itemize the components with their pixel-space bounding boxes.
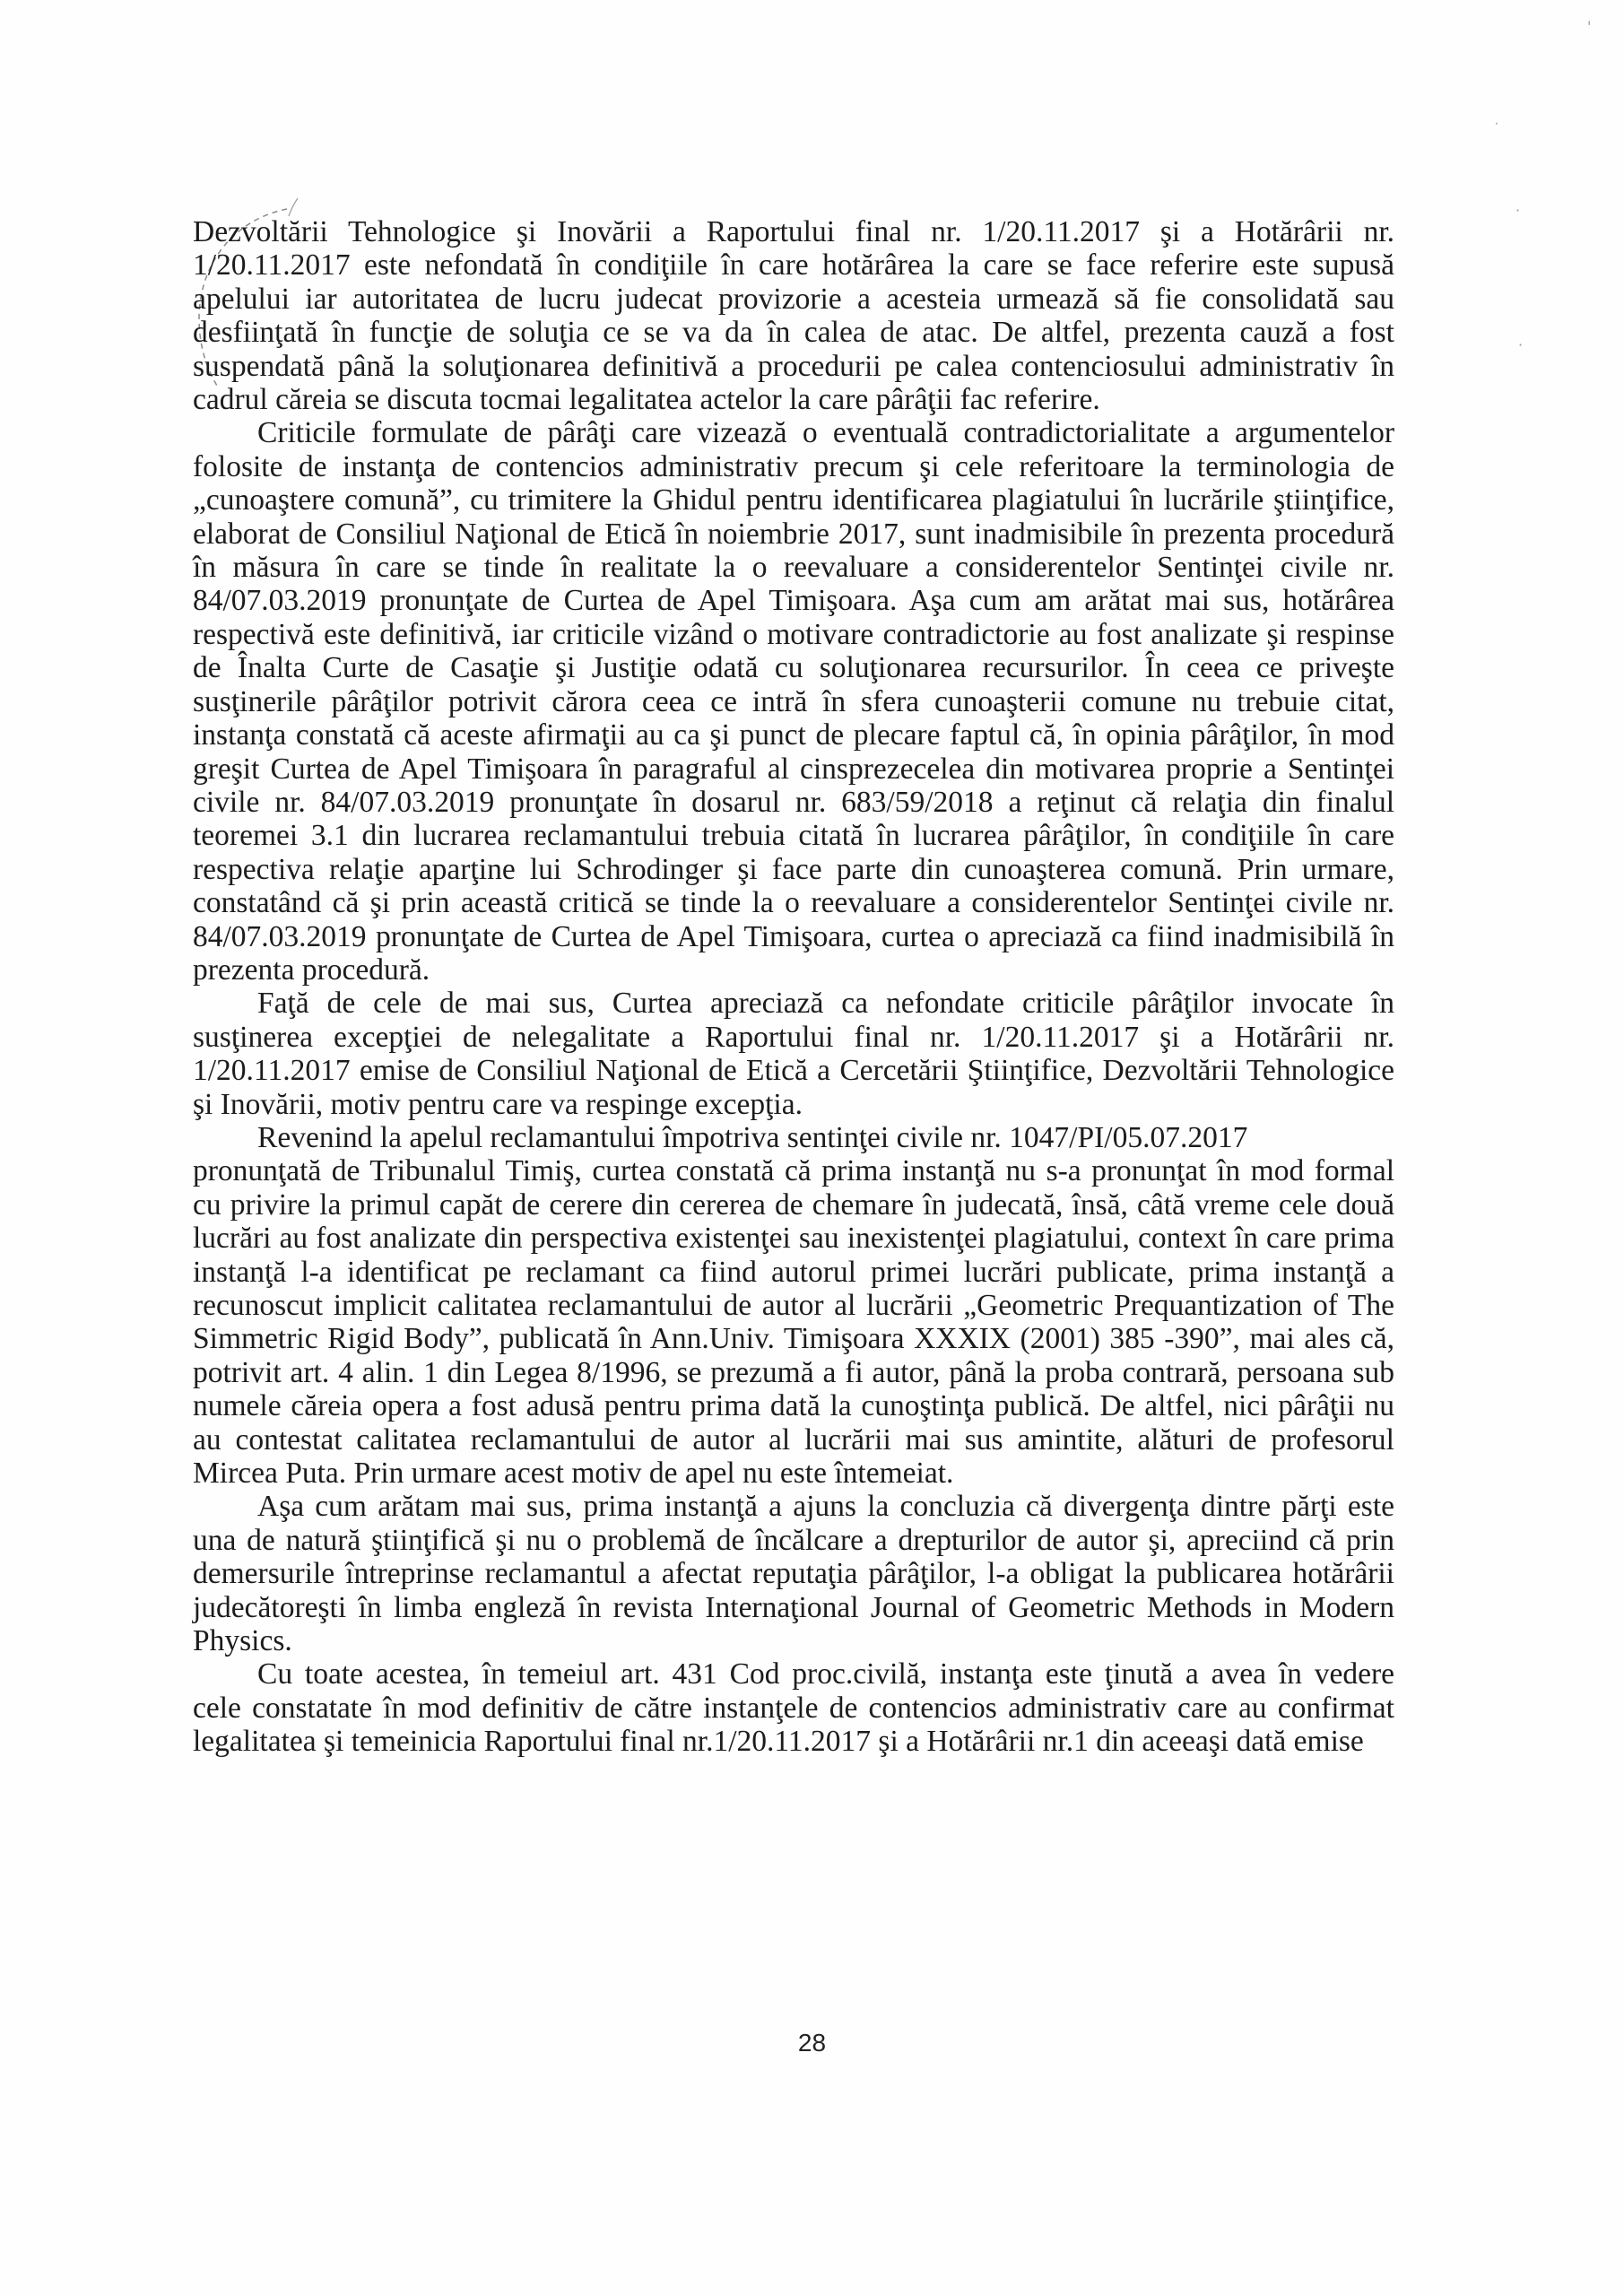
text-line: potrivit art. 4 alin. 1 din Legea 8/1996, se prezumă a fi autor, până la proba contrară, persoana sub [193, 1355, 1394, 1389]
text-line: suspendată până la soluţionarea definitivă a procedurii pe calea contenciosului administrativ în [193, 349, 1394, 383]
text-line: Aşa cum arătam mai sus, prima instanţă a ajuns la concluzia că divergenţa dintre părţi este [257, 1490, 1394, 1524]
paragraph [193, 1657, 1394, 1758]
text-line: legalitatea şi temeinicia Raportului final nr.1/20.11.2017 şi a Hotărârii nr.1 din aceeaşi dată emise [193, 1725, 1364, 1759]
text-line: recunoscut implicit calitatea reclamantului de autor al lucrării „Geometric Prequantization of The [193, 1289, 1394, 1322]
text-line: instanţă l-a identificat pe reclamant ca fiind autorul primei lucrări publicate, prima instanţă a [193, 1255, 1394, 1289]
text-line: teoremei 3.1 din lucrarea reclamantului trebuia citată în lucrarea pârâţilor, în condiţiile în care [193, 819, 1394, 853]
paragraph [193, 987, 1394, 1121]
text-line: Mircea Puta. Prin urmare acest motiv de apel nu este întemeiat. [193, 1457, 954, 1491]
paragraph [193, 1121, 1394, 1490]
text-line: Physics. [193, 1624, 292, 1658]
scan-speck: ˙ [1493, 120, 1500, 137]
text-line: apelului iar autoritatea de lucru judecat provizorie a acesteia urmează să fie consolidată sau [193, 282, 1394, 316]
text-line: respectiva relaţie aparţine lui Schrodinger şi face parte din cunoaşterea comună. Prin urmare, [193, 852, 1394, 886]
text-line: desfiinţată în funcţie de soluţia ce se va da în calea de atac. De altfel, prezenta cauză a fost [193, 316, 1394, 350]
scan-speck: · [1518, 336, 1524, 353]
text-line: prezenta procedură. [193, 952, 430, 987]
scan-speck: · [1515, 202, 1521, 219]
text-line: numele căreia opera a fost adusă pentru prima dată la cunoştinţa publică. De altfel, nici pârâţii nu [193, 1389, 1394, 1423]
text-line: şi Inovării, motiv pentru care va respinge excepţia. [193, 1087, 803, 1121]
text-line: Revenind la apelul reclamantului împotriva sentinţei civile nr. 1047/PI/05.07.2017 [257, 1120, 1248, 1154]
page-number: 28 [797, 2029, 827, 2057]
text-line: judecătoreşti în limba engleză în revista Internaţional Journal of Geometric Methods in Modern [193, 1590, 1394, 1624]
text-line: de Înalta Curte de Casaţie şi Justiţie odată cu soluţionarea recursurilor. În ceea ce priveşte [193, 651, 1394, 685]
text-line: Criticile formulate de pârâţi care vizează o eventuală contradictorialitate a argumentelor [257, 416, 1394, 450]
body-text [193, 215, 1394, 1759]
text-line: Faţă de cele de mai sus, Curtea apreciază ca nefondate criticile pârâţilor invocate în [257, 987, 1394, 1021]
text-line: Cu toate acestea, în temeiul art. 431 Cod proc.civilă, instanţa este ţinută a avea în vedere [257, 1657, 1394, 1692]
text-line: cele constatate în mod definitiv de către instanţele de contencios administrativ care au confirmat [193, 1691, 1394, 1725]
paragraph [193, 215, 1394, 416]
text-line: cu privire la primul capăt de cerere din cererea de chemare în judecată, însă, câtă vreme cele două [193, 1187, 1394, 1222]
text-line: constatând că şi prin această critică se tinde la o reevaluare a considerentelor Sentinţei civile nr. [193, 886, 1394, 920]
text-line: 84/07.03.2019 pronunţate de Curtea de Apel Timişoara, curtea o apreciază ca fiind inadmisibilă în [193, 919, 1394, 953]
scan-speck: ' [1587, 18, 1592, 35]
text-line: susţinerea excepţiei de nelegalitate a Raportului final nr. 1/20.11.2017 şi a Hotărârii nr. [193, 1020, 1394, 1054]
text-line: respectivă este definitivă, iar criticile vizând o motivare contradictorie au fost analizate şi respinse [193, 617, 1394, 651]
text-line: 1/20.11.2017 emise de Consiliul Naţional de Etică a Cercetării Ştiinţifice, Dezvoltării Tehnologice [193, 1054, 1394, 1088]
text-line: greşit Curtea de Apel Timişoara în paragraful al cinsprezecelea din motivarea proprie a Sentinţei [193, 752, 1394, 786]
paragraph [193, 416, 1394, 987]
text-line: instanţa constată că aceste afirmaţii au ca şi punct de plecare faptul că, în opinia pârâţilor, în mod [193, 718, 1394, 752]
text-line: 1/20.11.2017 este nefondată în condiţiile în care hotărârea la care se face referire este supusă [193, 248, 1394, 283]
text-line: civile nr. 84/07.03.2019 pronunţate în dosarul nr. 683/59/2018 a reţinut că relaţia din finalul [193, 785, 1394, 819]
text-line: în măsura în care se tinde în realitate la o reevaluare a considerentelor Sentinţei civile nr. [193, 551, 1394, 585]
text-line: pronunţată de Tribunalul Timiş, curtea constată că prima instanţă nu s-a pronunţat în mod formal [193, 1154, 1394, 1188]
text-line: Dezvoltării Tehnologice şi Inovării a Raportului final nr. 1/20.11.2017 şi a Hotărârii nr. [193, 215, 1394, 248]
text-line: elaborat de Consiliul Naţional de Etică în noiembrie 2017, sunt inadmisibile în prezenta procedură [193, 517, 1394, 551]
text-line: au contestat calitatea reclamantului de autor al lucrării mai sus amintite, alături de profesorul [193, 1422, 1394, 1457]
text-line: 84/07.03.2019 pronunţate de Curtea de Apel Timişoara. Aşa cum am arătat mai sus, hotărârea [193, 584, 1394, 618]
text-line: demersurile întreprinse reclamantul a afectat reputaţia pârâţilor, l-a obligat la publicarea hotărârii [193, 1557, 1394, 1591]
text-line: lucrări au fost analizate din perspectiva existenţei sau inexistenţei plagiatului, context în care prima [193, 1222, 1394, 1256]
paragraph [193, 1490, 1394, 1657]
text-line: cadrul căreia se discuta tocmai legalitatea actelor la care pârâţii fac referire. [193, 383, 1100, 417]
text-line: „cunoaştere comună”, cu trimitere la Ghidul pentru identificarea plagiatului în lucrările ştiinţifice, [193, 483, 1394, 517]
text-line: folosite de instanţa de contencios administrativ precum şi cele referitoare la terminologia de [193, 449, 1394, 483]
text-line: Simmetric Rigid Body”, publicată în Ann.Univ. Timişoara XXXIX (2001) 385 -390”, mai ales că, [193, 1322, 1394, 1356]
text-line: una de natură ştiinţifică şi nu o problemă de încălcare a drepturilor de autor şi, apreciind că prin [193, 1523, 1394, 1557]
text-line: susţinerile pârâţilor potrivit cărora ceea ce intră în sfera cunoaşterii comune nu trebuie citat, [193, 684, 1394, 718]
